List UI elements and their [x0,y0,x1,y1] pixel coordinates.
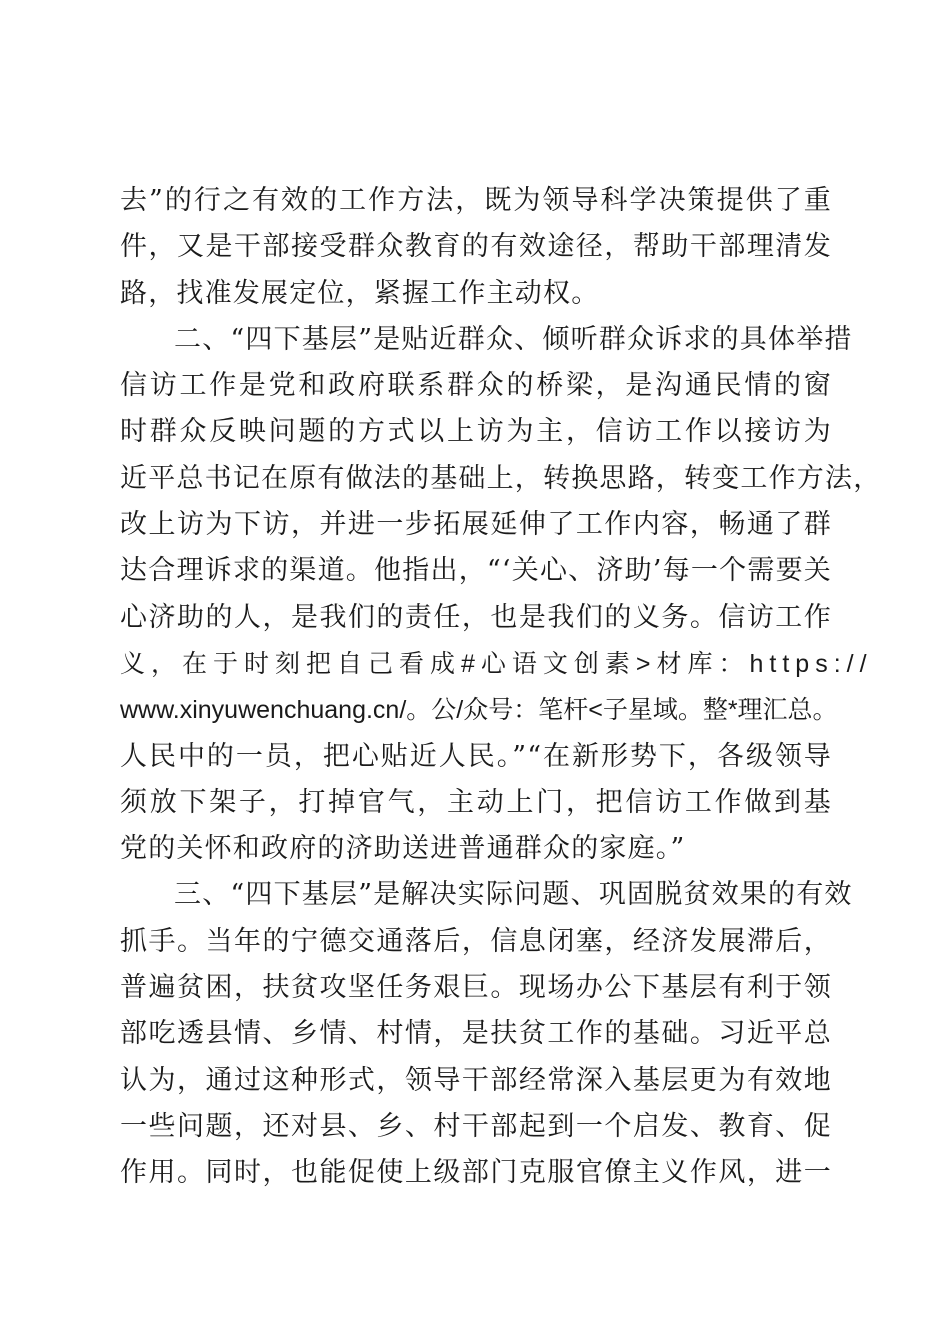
text-line: 认为，通过这种形式，领导干部经常深入基层更为有效地 [120,1064,832,1096]
text-line: 普遍贫困，扶贫攻坚任务艰巨。现场办公下基层有利于领 [120,972,832,1004]
watermark-url-line: www.xinyuwenchuang.cn/。公/众号：笔杆<子星域。整*理汇总。 [120,696,838,725]
text-line: 去”的行之有效的工作方法，既为领导科学决策提供了重 [120,185,832,216]
text-line: 抓手。当年的宁德交通落后，信息闭塞，经济发展滞后， [120,925,832,957]
section-heading-line: 二、“四下基层”是贴近群众、倾听群众诉求的具体举措 [174,323,853,355]
body-text [120,178,882,1197]
text-line: 路，找准发展定位，紧握工作主动权。 [120,277,600,309]
text-line: 须放下架子，打掉官气，主动上门，把信访工作做到基 [120,786,832,818]
watermark-text-line: 义，在于时刻把自己看成#心语文创素>材库：https:// [120,649,873,678]
text-line: 达合理诉求的渠道。他指出，“‘关心、济助’每一个需要关 [120,555,832,587]
text-line: 党的关怀和政府的济助送进普通群众的家庭。” [120,833,686,865]
text-line: 部吃透县情、乡情、村情，是扶贫工作的基础。习近平总 [120,1018,832,1050]
text-line: 人民中的一员，把心贴近人民。”“在新形势下，各级领导 [120,740,832,772]
text-line: 心济助的人，是我们的责任，也是我们的义务。信访工作 [120,601,832,633]
text-line: 时群众反映问题的方式以上访为主，信访工作以接访为 [120,416,832,448]
text-line: 一些问题，还对县、乡、村干部起到一个启发、教育、促 [120,1110,832,1142]
text-line: 改上访为下访，并进一步拓展延伸了工作内容，畅通了群 [120,509,832,541]
text-line: 信访工作是党和政府联系群众的桥梁，是沟通民情的窗 [120,370,832,402]
section-heading-line: 三、“四下基层”是解决实际问题、巩固脱贫效果的有效 [174,879,853,911]
text-line: 近平总书记在原有做法的基础上，转换思路，转变工作方法， [120,462,882,494]
text-line: 件，又是干部接受群众教育的有效途径，帮助干部理清发 [120,231,832,263]
text-line: 作用。同时，也能促使上级部门克服官僚主义作风，进一 [120,1157,832,1189]
